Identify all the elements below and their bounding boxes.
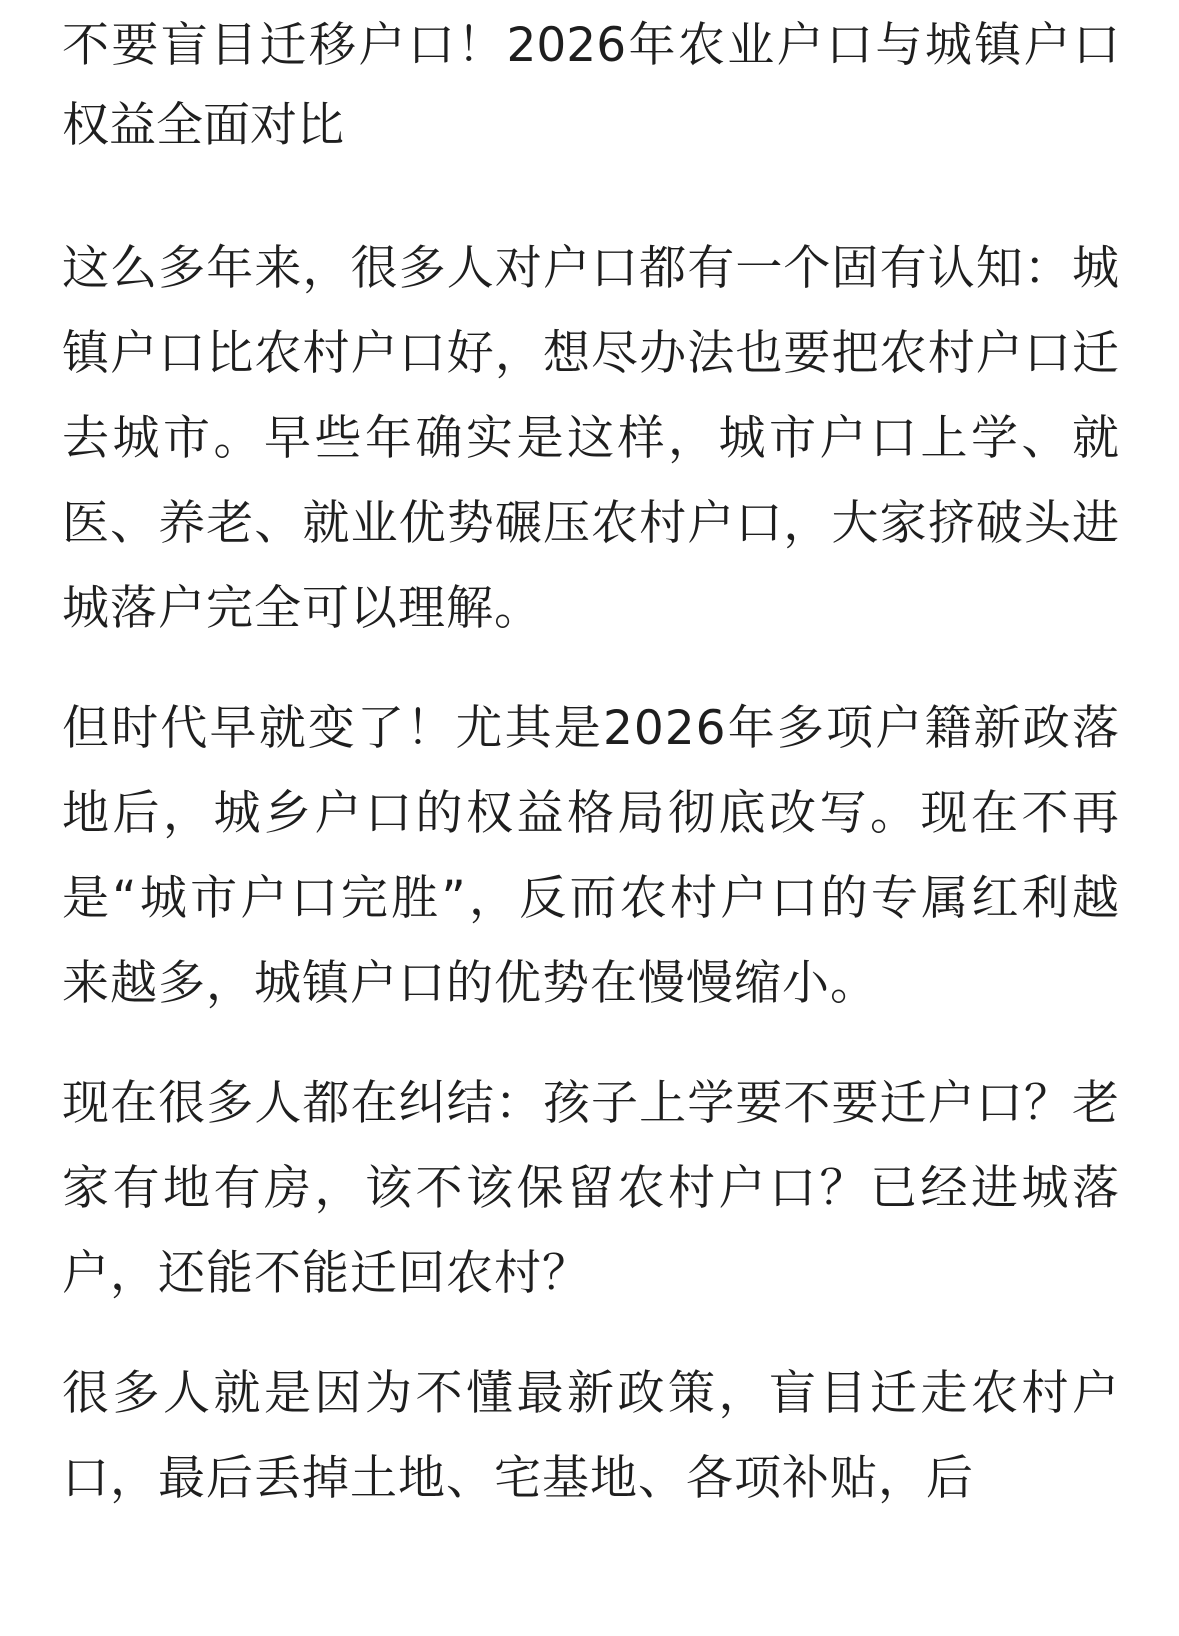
paragraph: 很多人就是因为不懂最新政策，盲目迁走农村户口，最后丢掉土地、宅基地、各项补贴，后 [62,1366,1120,1506]
paragraph: 现在很多人都在纠结：孩子上学要不要迁户口？老家有地有房，该不该保留农村户口？已经进城落户，还能不能迁回农村？ [62,1076,1120,1301]
paragraph: 这么多年来，很多人对户口都有一个固有认知：城镇户口比农村户口好，想尽办法也要把农村户口迁去城市。早些年确实是这样，城市户口上学、就医、养老、就业优势碾压农村户口，大家挤破头进城落户完全可以理解。 [62,241,1120,636]
article-body [62,0,1120,1521]
article-title: 不要盲目迁移户口！2026年农业户口与城镇户口权益全面对比 [62,18,1120,153]
paragraph: 但时代早就变了！尤其是2026年多项户籍新政落地后，城乡户口的权益格局彻底改写。现在不再是“城市户口完胜”，反而农村户口的专属红利越来越多，城镇户口的优势在慢慢缩小。 [62,701,1120,1011]
